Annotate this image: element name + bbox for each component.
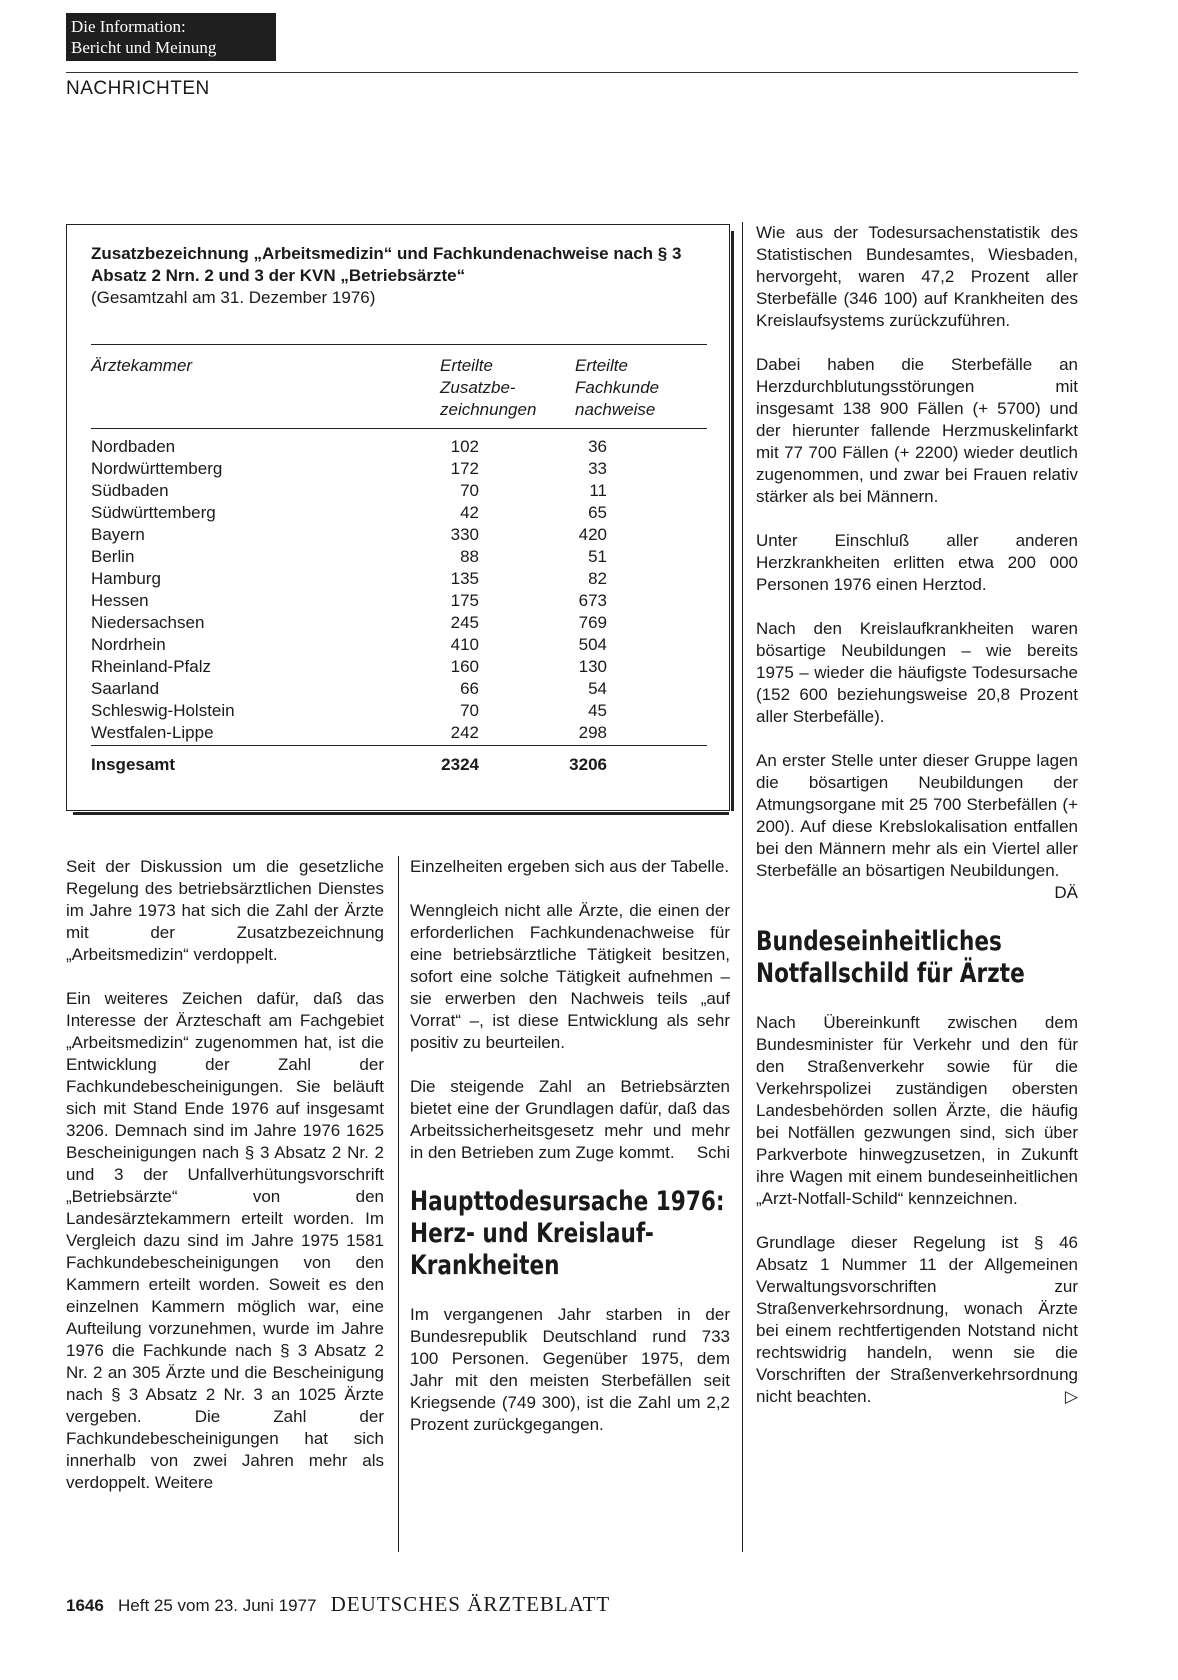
rubric-line-2: Bericht und Meinung [71, 38, 217, 57]
paragraph-text: Grundlage dieser Regelung ist § 46 Absatz 1 Nummer 11 der Allgemeinen Verwaltungsvorschriften zur Straßenverkehrsordnung, wonach Ärzte bei einem rechtfertigenden Notstand nicht rechtswidrig handeln, wenn sie die Vorschriften der Straßenverkehrsordnung nicht beachten. [756, 1233, 1078, 1406]
paragraph: Nach den Kreislaufkrankheiten waren bösartige Neubildungen – wie bereits 1975 – wieder die häufigste Todesursache (152 600 beziehungsweise 20,8 Prozent aller Sterbefälle). [756, 619, 1078, 726]
paragraph: Einzelheiten ergeben sich aus der Tabelle. [410, 857, 730, 876]
row-label: Berlin [91, 547, 135, 566]
row-zusatzbezeichnungen: 135 [450, 569, 479, 588]
article-headline: Haupttodesursache 1976: Herz- und Kreislauf-Krankheiten [410, 1186, 725, 1281]
row-fachkundenachweise: 11 [589, 481, 607, 500]
table-title: Zusatzbezeichnung „Arbeitsmedizin“ und Fachkundenachweise nach § 3 Absatz 2 Nrn. 2 und 3 der KVN „Betriebsärzte“ [91, 244, 682, 285]
row-zusatzbezeichnungen: 66 [460, 679, 479, 698]
continue-arrow-icon: ▷ [1064, 1387, 1078, 1406]
col-head-1-line: Zusatzbe- [440, 378, 516, 397]
row-zusatzbezeichnungen: 42 [460, 503, 479, 522]
issue-info: Heft 25 vom 23. Juni 1977 [118, 1596, 317, 1615]
row-zusatzbezeichnungen: 242 [450, 723, 479, 742]
table-row [91, 722, 707, 744]
author-sign: Schi [696, 1143, 730, 1162]
paragraph [756, 1232, 1078, 1408]
table-row [91, 568, 707, 590]
table-caption [91, 243, 711, 309]
table-row [91, 656, 707, 678]
table-row [91, 524, 707, 546]
paragraph [410, 1076, 730, 1164]
row-zusatzbezeichnungen: 70 [460, 701, 479, 720]
row-zusatzbezeichnungen: 172 [450, 459, 479, 478]
col-head-2-line: Fachkunde [575, 378, 660, 397]
row-label: Nordbaden [91, 437, 176, 456]
row-label: Saarland [91, 679, 160, 698]
article-column-1 [66, 856, 384, 1516]
row-label: Rheinland-Pfalz [91, 657, 212, 676]
paragraph: Wenngleich nicht alle Ärzte, die einen der erforderlichen Fachkundenachweise für eine betriebsärztliche Tätigkeit besitzen, sofort eine solche Tätigkeit aufnehmen – sie erwerben den Nachweis teils „auf Vorrat“ –, ist diese Entwicklung als sehr positiv zu beurteilen. [410, 901, 730, 1052]
table-row [91, 590, 707, 612]
paragraph: Wie aus der Todesursachenstatistik des Statistischen Bundesamtes, Wiesbaden, hervorgeht, waren 47,2 Prozent aller Sterbefälle (346 100) auf Krankheiten des Kreislaufsystems zurückzuführen. [756, 223, 1078, 330]
article-column-2 [410, 856, 730, 1458]
table-row [91, 436, 707, 458]
table-rule-top [91, 344, 707, 345]
row-label: Hessen [91, 591, 149, 610]
row-fachkundenachweise: 51 [588, 547, 607, 566]
row-zusatzbezeichnungen: 70 [460, 481, 479, 500]
total-zusatzbezeichnungen: 2324 [441, 755, 479, 774]
paragraph-text: An erster Stelle unter dieser Gruppe lagen die bösartigen Neubildungen der Atmungsorgane mit 25 700 Sterbefällen (+ 200). Auf diese Krebslokalisation entfallen bei den Männern mehr als ein Viertel aller Sterbefälle an bösartigen Neubildungen. [756, 751, 1078, 880]
table-row [91, 612, 707, 634]
paragraph: Im vergangenen Jahr starben in der Bundesrepublik Deutschland rund 733 100 Personen. Gegenüber 1975, dem Jahr mit den meisten Sterbefällen seit Kriegsende (749 300), ist die Zahl um 2,2 Prozent zurückgegangen. [410, 1305, 730, 1434]
row-zusatzbezeichnungen: 410 [450, 635, 479, 654]
table-row [91, 502, 707, 524]
page-number: 1646 [66, 1596, 104, 1615]
row-fachkundenachweise: 298 [578, 723, 607, 742]
total-fachkundenachweise: 3206 [569, 755, 607, 774]
row-label: Bayern [91, 525, 145, 544]
article-headline: Bundeseinheitliches Notfallschild für Ärzte [756, 926, 1025, 989]
row-zusatzbezeichnungen: 102 [450, 437, 479, 456]
table-row [91, 678, 707, 700]
row-label: Südbaden [91, 481, 169, 500]
row-label: Schleswig-Holstein [91, 701, 235, 720]
row-zusatzbezeichnungen: 330 [450, 525, 479, 544]
column-divider [742, 222, 743, 1552]
col-head-fachkundenachweise [575, 355, 659, 421]
paragraph: Nach Übereinkunft zwischen dem Bundesminister für Verkehr und den für den Straßenverkehr sowie für die Verkehrspolizei zuständigen obersten Landesbehörden sollen Ärzte, die häufig bei Notfällen gezwungen sind, sich über Parkverbote hinwegzusetzen, in Zukunft ihre Wagen mit einem bundeseinheitlichen „Arzt-Notfall-Schild“ kennzeichnen. [756, 1013, 1078, 1208]
row-label: Westfalen-Lippe [91, 723, 214, 742]
row-fachkundenachweise: 769 [578, 613, 607, 632]
table-row [91, 480, 707, 502]
author-sign: DÄ [1054, 883, 1078, 902]
total-label: Insgesamt [91, 755, 176, 774]
row-fachkundenachweise: 504 [578, 635, 607, 654]
row-zusatzbezeichnungen: 245 [450, 613, 479, 632]
table-row [91, 634, 707, 656]
rubric-badge [66, 13, 276, 61]
row-label: Nordwürttemberg [91, 459, 223, 478]
paragraph-text: Die steigende Zahl an Betriebsärzten bietet eine der Grundlagen dafür, daß das Arbeitssicherheitsgesetz mehr und mehr in den Betrieben zum Zuge kommt. [410, 1077, 730, 1162]
col-head-zusatzbezeichnungen [440, 355, 536, 421]
paragraph: Ein weiteres Zeichen dafür, daß das Interesse der Ärzteschaft am Fachgebiet „Arbeitsmedizin“ zugenommen hat, ist die Entwicklung der Zahl der Fachkundebescheinigungen. Sie beläuft sich mit Stand Ende 1976 auf insgesamt 3206. Demnach sind im Jahre 1976 1625 Bescheinigungen nach § 3 Absatz 2 Nr. 2 und 3 der Unfallverhütungsvorschrift „Betriebsärzte“ von den Landesärztekammern erteilt worden. Im Vergleich dazu sind im Jahre 1975 1581 Fachkundebescheinigungen von den Kammern erteilt worden. Soweit es den einzelnen Kammern möglich war, eine Aufteilung vorzunehmen, wurde im Jahre 1976 die Fachkunde nach § 3 Absatz 2 Nr. 2 an 305 Ärzte und die Bescheinigung nach § 3 Absatz 2 Nr. 3 an 1025 Ärzte vergeben. Die Zahl der Fachkundebescheinigungen hat sich innerhalb von zwei Jahren mehr als verdoppelt. Weitere [66, 989, 384, 1492]
row-zusatzbezeichnungen: 88 [460, 547, 479, 566]
page-footer [66, 1592, 610, 1617]
row-fachkundenachweise: 36 [588, 437, 607, 456]
row-zusatzbezeichnungen: 175 [450, 591, 479, 610]
section-title: NACHRICHTEN [66, 78, 210, 99]
col-head-2-line: Erteilte [575, 356, 628, 375]
paragraph: Dabei haben die Sterbefälle an Herzdurchblutungsstörungen mit insgesamt 138 900 Fällen (+ 5700) und der hierunter fallende Herzmuskelinfarkt mit 77 700 Fällen (+ 2200) wieder deutlich zugenommen, und zwar bei Frauen relativ stärker als bei Männern. [756, 355, 1078, 506]
table-subtitle: (Gesamtzahl am 31. Dezember 1976) [91, 288, 376, 307]
col-head-2-line: nachweise [575, 400, 656, 419]
row-label: Südwürttemberg [91, 503, 216, 522]
paragraph: Seit der Diskussion um die gesetzliche Regelung des betriebsärztlichen Dienstes im Jahre 1973 hat sich die Zahl der Ärzte mit der Zusatzbezeichnung „Arbeitsmedizin“ verdoppelt. [66, 857, 384, 964]
row-label: Niedersachsen [91, 613, 205, 632]
row-fachkundenachweise: 45 [588, 701, 607, 720]
column-divider [398, 856, 399, 1552]
table-row [91, 700, 707, 722]
table-total-row [91, 755, 707, 777]
col-head-1-line: zeichnungen [440, 400, 537, 419]
row-fachkundenachweise: 82 [588, 569, 607, 588]
magazine-name: DEUTSCHES ÄRZTEBLATT [330, 1592, 611, 1616]
table-body [91, 436, 707, 744]
row-fachkundenachweise: 420 [578, 525, 607, 544]
table-rule-bottom [91, 745, 707, 746]
row-zusatzbezeichnungen: 160 [450, 657, 479, 676]
row-label: Hamburg [91, 569, 161, 588]
table-row [91, 458, 707, 480]
row-label: Nordrhein [91, 635, 166, 654]
rubric-line-1: Die Information: [71, 17, 186, 36]
statistics-table [66, 224, 730, 811]
col-head-aerztekammer: Ärztekammer [91, 356, 193, 375]
row-fachkundenachweise: 130 [578, 657, 607, 676]
table-rule-head [91, 428, 707, 429]
row-fachkundenachweise: 673 [578, 591, 607, 610]
row-fachkundenachweise: 33 [588, 459, 607, 478]
row-fachkundenachweise: 65 [588, 503, 607, 522]
paragraph [756, 750, 1078, 902]
col-head-1-line: Erteilte [440, 356, 493, 375]
paragraph: Unter Einschluß aller anderen Herzkrankheiten erlitten etwa 200 000 Personen 1976 einen Herztod. [756, 531, 1078, 594]
row-fachkundenachweise: 54 [588, 679, 607, 698]
article-column-3 [756, 222, 1078, 1430]
table-row [91, 546, 707, 568]
header-rule [66, 72, 1078, 73]
